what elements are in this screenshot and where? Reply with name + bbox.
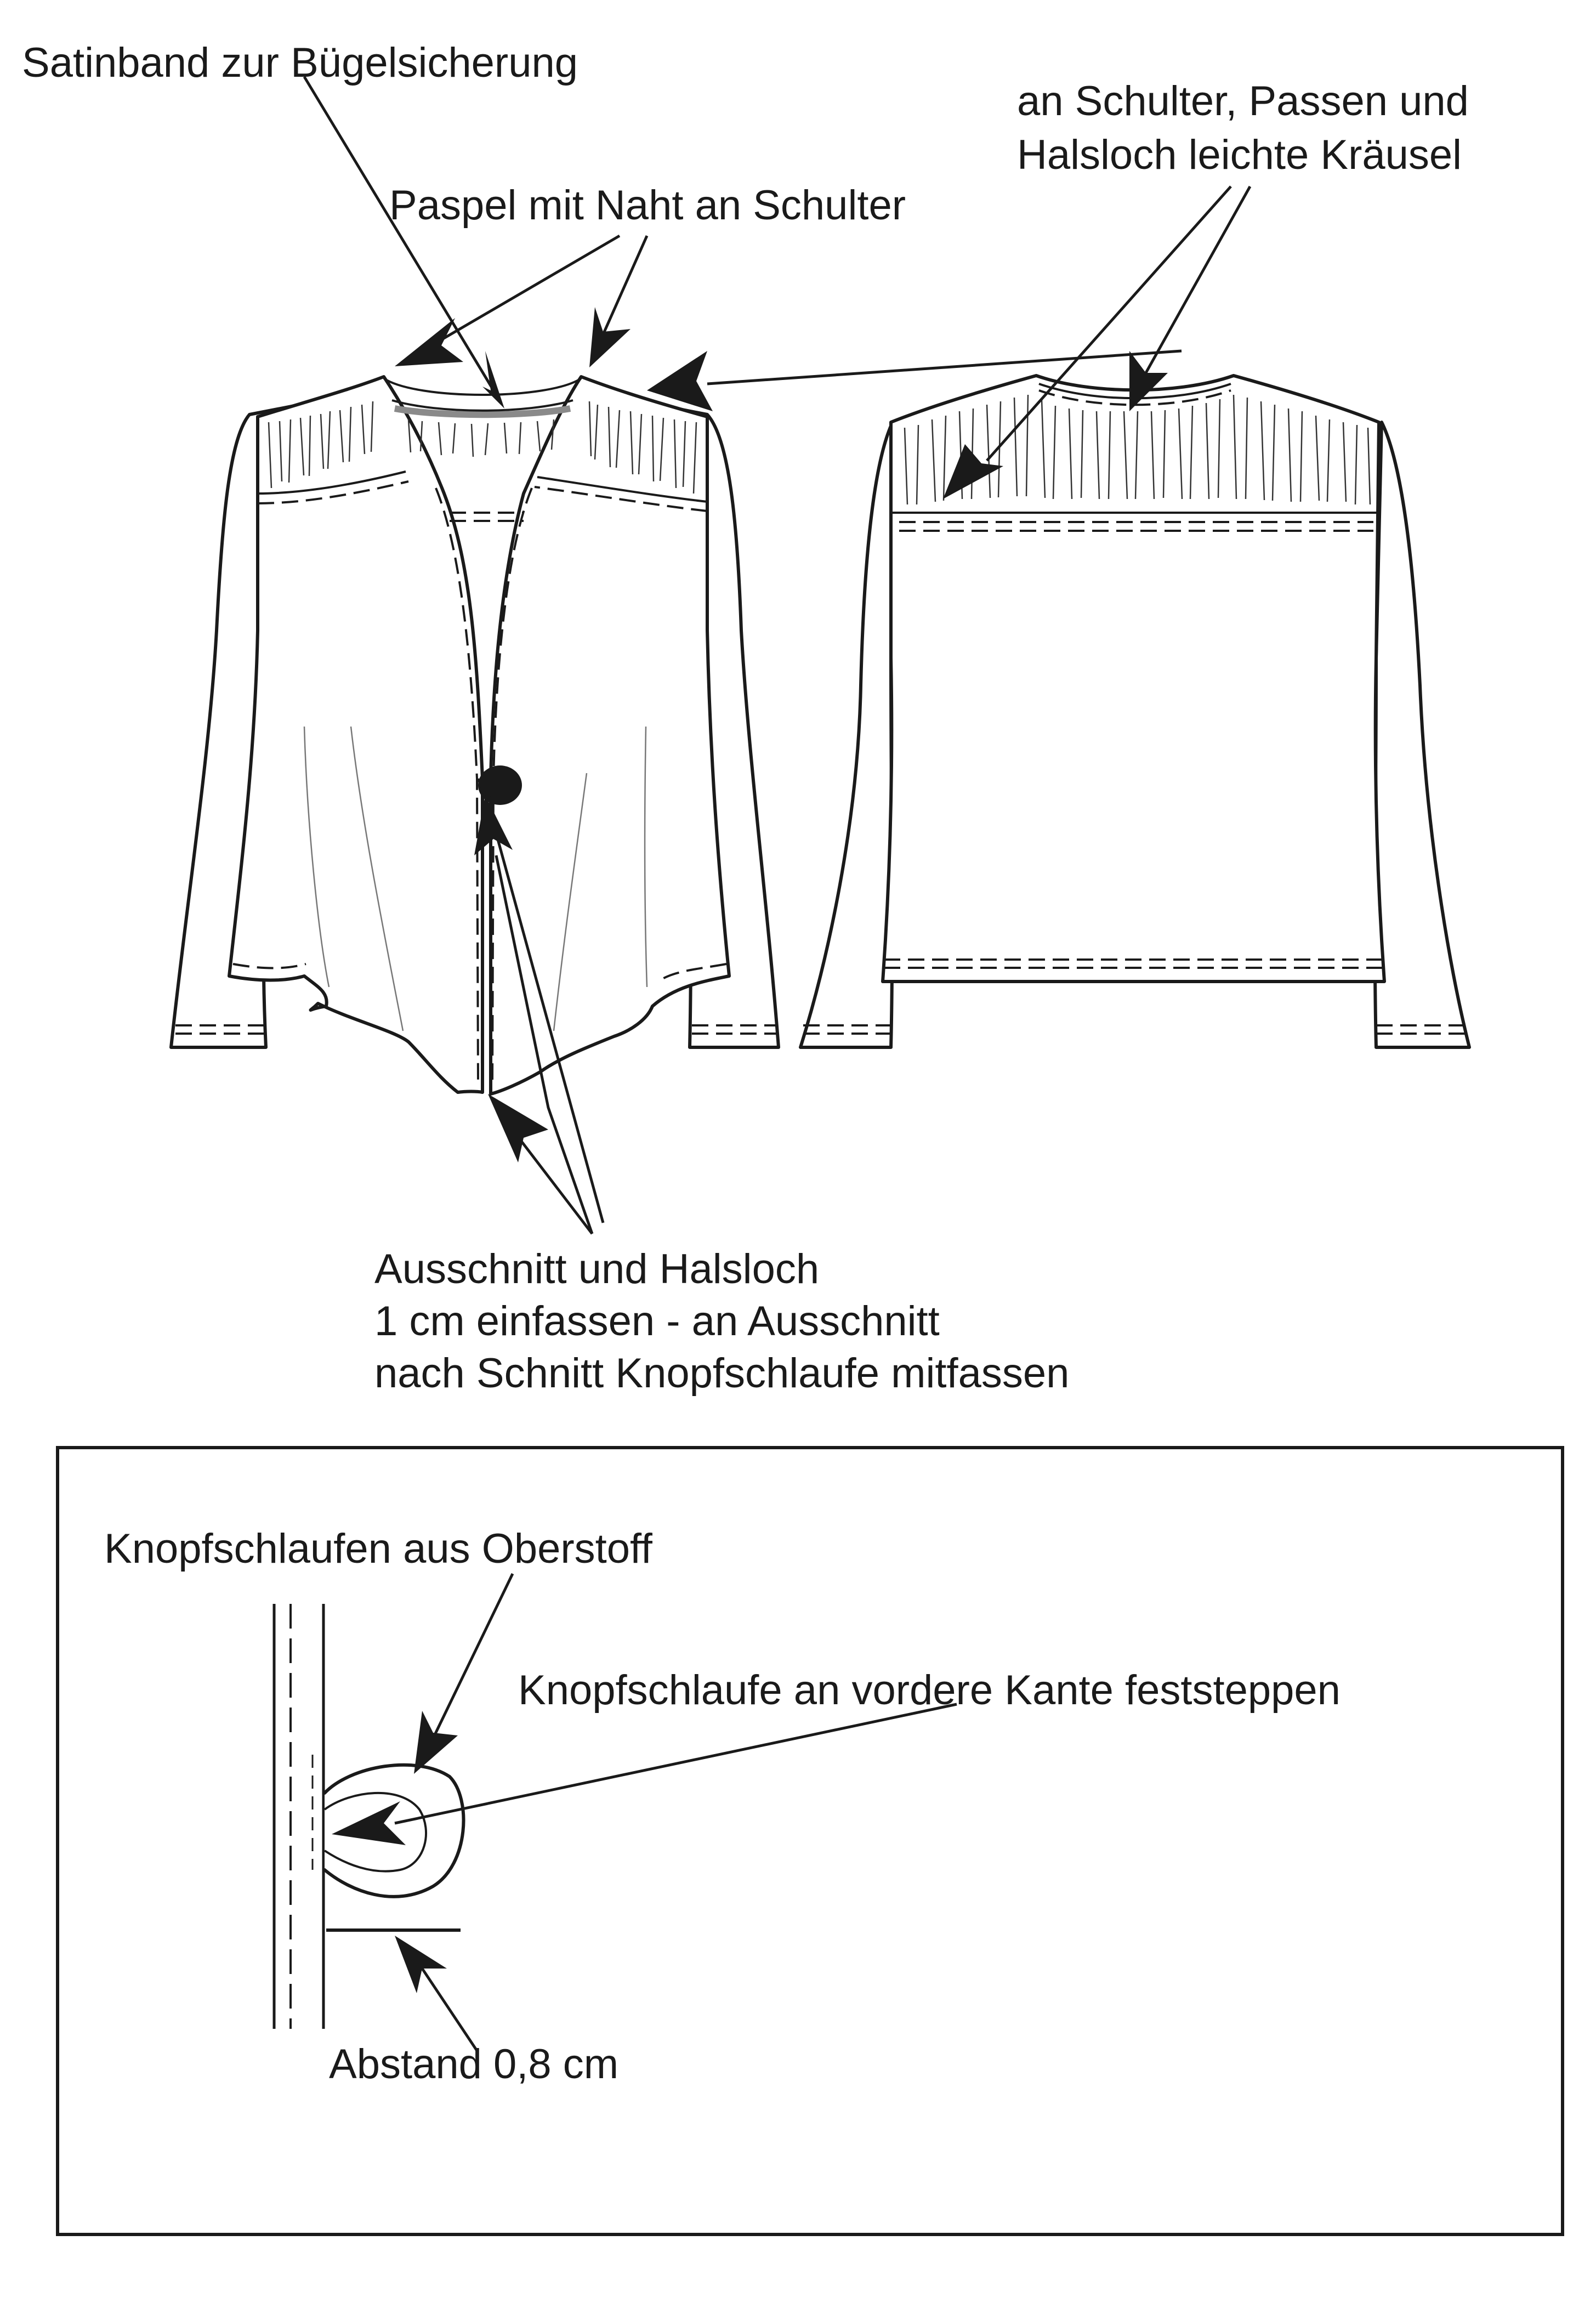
label-satinband: Satinband zur Bügelsicherung (22, 39, 578, 86)
label-paspel: Paspel mit Naht an Schulter (389, 182, 906, 229)
label-kraeusel-line2: Halsloch leichte Kräusel (1017, 132, 1462, 178)
detail-box (58, 1448, 1563, 2234)
back-left-sleeve (800, 422, 893, 1047)
label-ausschnitt-line2: 1 cm einfassen - an Ausschnitt (374, 1298, 940, 1345)
back-view-shirt (800, 376, 1469, 1047)
label-feststeppen: Knopfschlaufe an vordere Kante feststeppen (518, 1667, 1341, 1714)
label-ausschnitt-line3: nach Schnitt Knopfschlaufe mitfassen (374, 1350, 1070, 1397)
label-kraeusel-line1: an Schulter, Passen und (1017, 78, 1469, 124)
label-oberstoff: Knopfschlaufen aus Oberstoff (104, 1525, 652, 1572)
front-left-panel (229, 377, 482, 1092)
front-view-jacket (171, 377, 779, 1094)
label-ausschnitt-line1: Ausschnitt und Halsloch (374, 1246, 820, 1292)
back-right-sleeve (1375, 422, 1469, 1047)
label-abstand: Abstand 0,8 cm (329, 2041, 619, 2088)
